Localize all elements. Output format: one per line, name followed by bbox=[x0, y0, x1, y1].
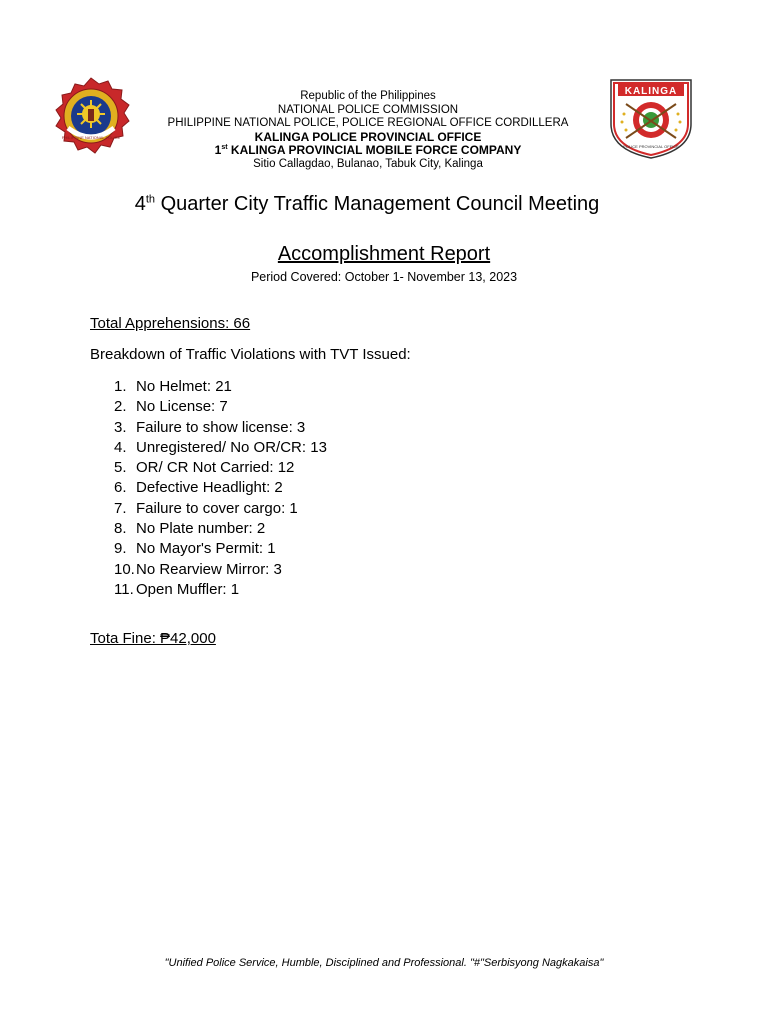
letterhead bbox=[130, 90, 606, 171]
header-kppo: KALINGA POLICE PROVINCIAL OFFICE bbox=[254, 129, 482, 144]
list-item-text: Failure to show license: 3 bbox=[136, 418, 306, 436]
kalinga-ppo-shield-logo bbox=[606, 76, 696, 160]
list-item-text: No Helmet: 21 bbox=[136, 378, 232, 395]
header-republic: Republic of the Philippines bbox=[300, 90, 436, 102]
list-item-number: 3. bbox=[114, 418, 127, 436]
list-item-text: OR/ CR Not Carried: 12 bbox=[136, 459, 295, 477]
list-item-text: Defective Headlight: 2 bbox=[136, 479, 283, 497]
list-item bbox=[114, 438, 327, 458]
total-fine: Tota Fine: ₱42,000 bbox=[90, 630, 216, 647]
header-napolcom: NATIONAL POLICE COMMISSION bbox=[277, 103, 459, 116]
list-item-text: Open Muffler: 1 bbox=[136, 580, 240, 598]
list-item-number: 10. bbox=[114, 560, 135, 578]
meeting-title bbox=[0, 193, 734, 216]
list-item-number: 6. bbox=[114, 479, 127, 497]
total-apprehensions: Total Apprehensions: 66 bbox=[90, 315, 251, 332]
list-item-number: 2. bbox=[114, 398, 127, 416]
list-item-text: No License: 7 bbox=[136, 398, 228, 416]
list-item-text: No Mayor's Permit: 1 bbox=[136, 540, 276, 558]
meeting-quarter-ordinal: th bbox=[145, 193, 156, 206]
list-item-number: 7. bbox=[114, 499, 127, 517]
list-item-number: 5. bbox=[114, 459, 127, 477]
list-item bbox=[114, 560, 327, 580]
list-item-number: 1. bbox=[114, 378, 127, 395]
list-item-number: 4. bbox=[114, 438, 127, 456]
header-pmfc bbox=[130, 144, 606, 158]
pnp-seal-text: PHILIPPINE NATIONAL POLICE bbox=[61, 135, 121, 140]
meeting-quarter-number: 4 bbox=[134, 193, 146, 215]
header-address: Sitio Callagdao, Bulanao, Tabuk City, Kalinga bbox=[253, 157, 483, 170]
list-item bbox=[114, 499, 327, 519]
pnp-seal-logo bbox=[52, 76, 130, 158]
kalinga-shield-text: POLICE PROVINCIAL OFFICE bbox=[623, 144, 679, 149]
report-title: Accomplishment Report bbox=[277, 243, 491, 265]
list-item-text: No Plate number: 2 bbox=[136, 520, 266, 538]
header-pnp-pro: PHILIPPINE NATIONAL POLICE, POLICE REGIONAL OFFICE CORDILLERA bbox=[167, 117, 569, 129]
footer-motto: "Unified Police Service, Humble, Disciplined and Professional. "#"Serbisyong Nagkakaisa" bbox=[164, 957, 604, 969]
breakdown-heading: Breakdown of Traffic Violations with TVT Issued: bbox=[90, 346, 411, 363]
list-item-number: 11. bbox=[114, 580, 134, 598]
list-item bbox=[114, 397, 327, 417]
list-item bbox=[114, 519, 327, 539]
list-item-text: No Rearview Mirror: 3 bbox=[136, 560, 282, 578]
list-item bbox=[114, 458, 327, 478]
list-item bbox=[114, 478, 327, 498]
header-pmfc-name: KALINGA PROVINCIAL MOBILE FORCE COMPANY bbox=[227, 143, 522, 157]
list-item-number: 9. bbox=[114, 540, 127, 558]
kalinga-banner-text: KALINGA bbox=[624, 86, 678, 97]
list-item bbox=[114, 580, 327, 600]
list-item-number: 8. bbox=[114, 520, 127, 538]
list-item bbox=[114, 377, 327, 397]
period-covered: Period Covered: October 1- November 13, 2023 bbox=[250, 270, 518, 284]
list-item bbox=[114, 539, 327, 559]
header-pmfc-number: 1 bbox=[214, 143, 222, 157]
list-item-text: Failure to cover cargo: 1 bbox=[136, 499, 298, 517]
meeting-title-text: Quarter City Traffic Management Council Meeting bbox=[155, 193, 600, 215]
list-item-text: Unregistered/ No OR/CR: 13 bbox=[136, 438, 327, 456]
list-item bbox=[114, 418, 327, 438]
header-pmfc-ordinal: st bbox=[221, 144, 228, 151]
violations-list bbox=[114, 377, 327, 600]
